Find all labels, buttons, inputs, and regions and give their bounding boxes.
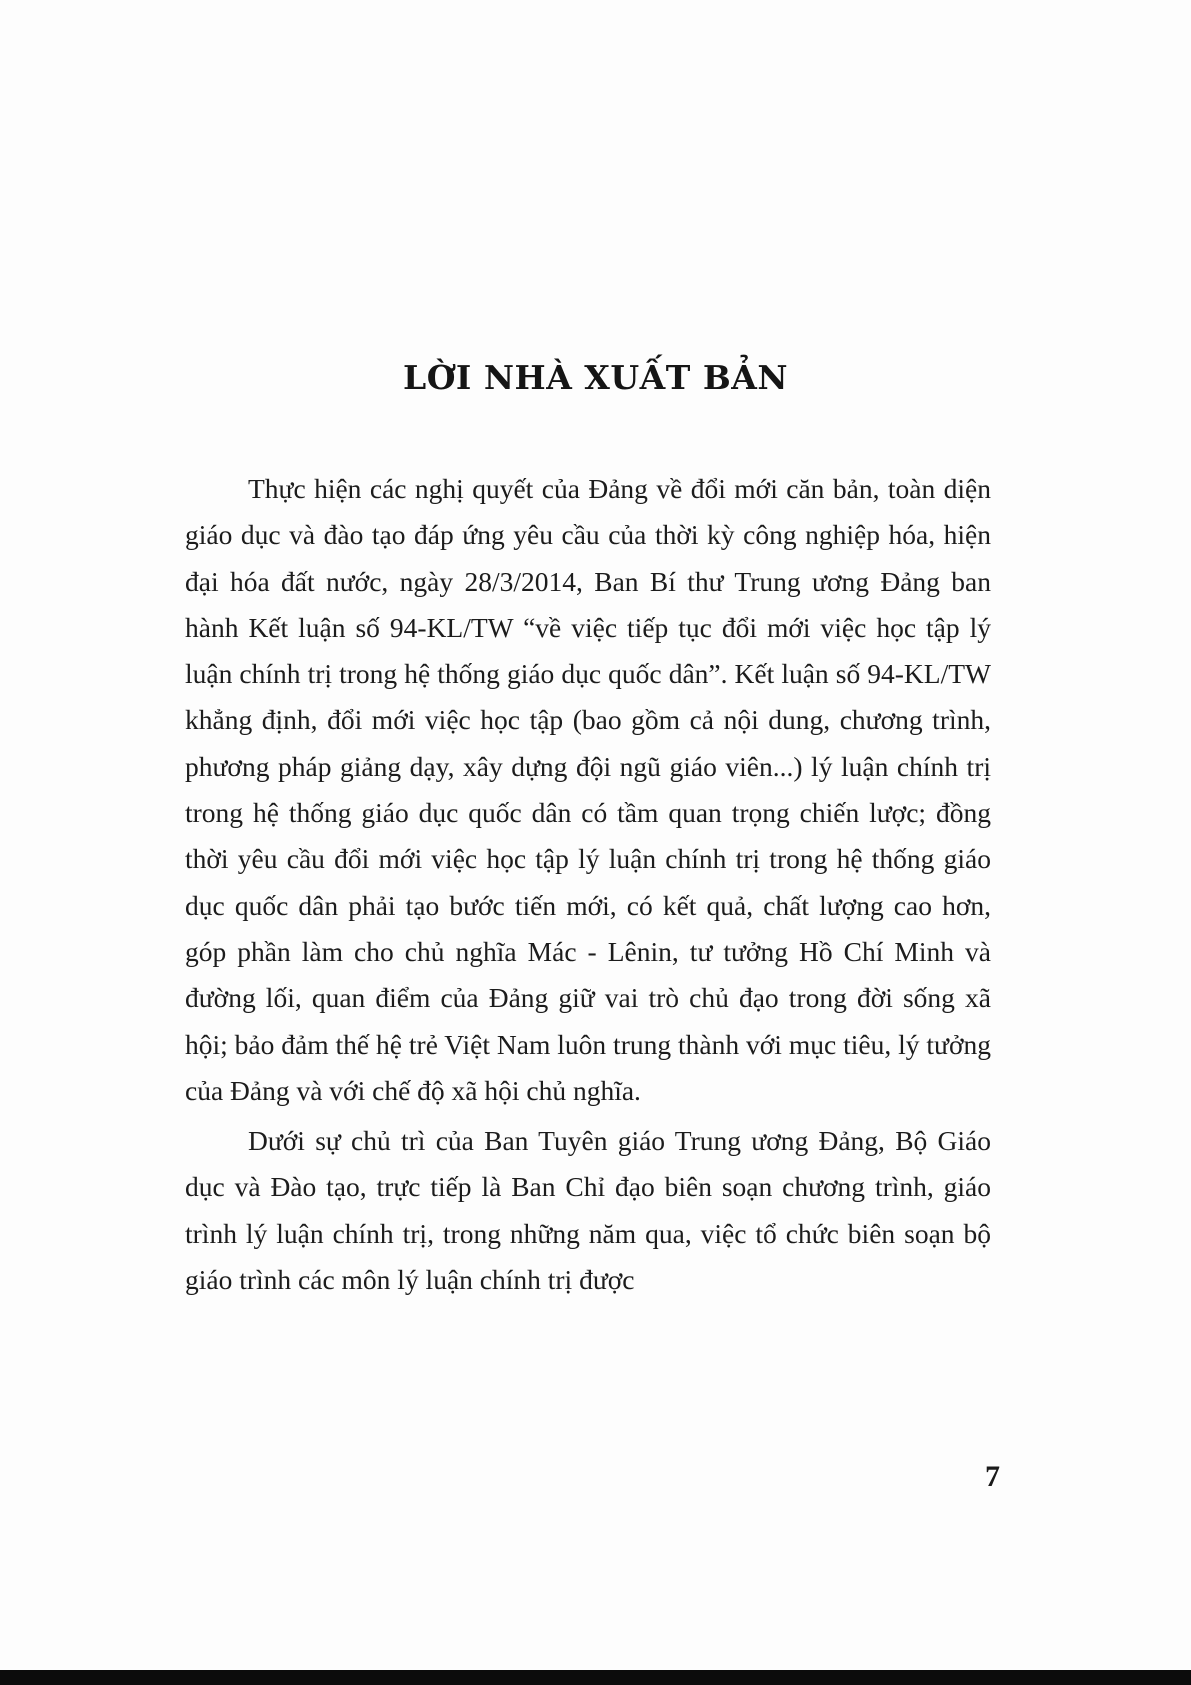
page-number: 7 [985,1460,1000,1493]
bottom-edge [0,1670,1191,1685]
paragraph: Thực hiện các nghị quyết của Đảng về đổi mới căn bản, toàn diện giáo dục và đào tạo đáp ứng yêu cầu của thời kỳ công nghiệp hóa, hiện đại hóa đất nước, ngày 28/3/2014, Ban Bí thư Trung ương Đảng ban hành Kết luận số 94-KL/TW “về việc tiếp tục đổi mới việc học tập lý luận chính trị trong hệ thống giáo dục quốc dân”. Kết luận số 94-KL/TW khẳng định, đổi mới việc học tập (bao gồm cả nội dung, chương trình, phương pháp giảng dạy, xây dựng đội ngũ giáo viên...) lý luận chính trị trong hệ thống giáo dục quốc dân có tầm quan trọng chiến lược; đồng thời yêu cầu đổi mới việc học tập lý luận chính trị trong hệ thống giáo dục quốc dân phải tạo bước tiến mới, có kết quả, chất lượng cao hơn, góp phần làm cho chủ nghĩa Mác - Lênin, tư tưởng Hồ Chí Minh và đường lối, quan điểm của Đảng giữ vai trò chủ đạo trong đời sống xã hội; bảo đảm thế hệ trẻ Việt Nam luôn trung thành với mục tiêu, lý tưởng của Đảng và với chế độ xã hội chủ nghĩa. [185,473,991,1106]
paragraph: Dưới sự chủ trì của Ban Tuyên giáo Trung ương Đảng, Bộ Giáo dục và Đào tạo, trực tiếp là Ban Chỉ đạo biên soạn chương trình, giáo trình lý luận chính trị, trong những năm qua, việc tổ chức biên soạn bộ giáo trình các môn lý luận chính trị được [185,1125,991,1296]
page-heading: LỜI NHÀ XUẤT BẢN [402,358,788,397]
body-text [185,466,991,1307]
